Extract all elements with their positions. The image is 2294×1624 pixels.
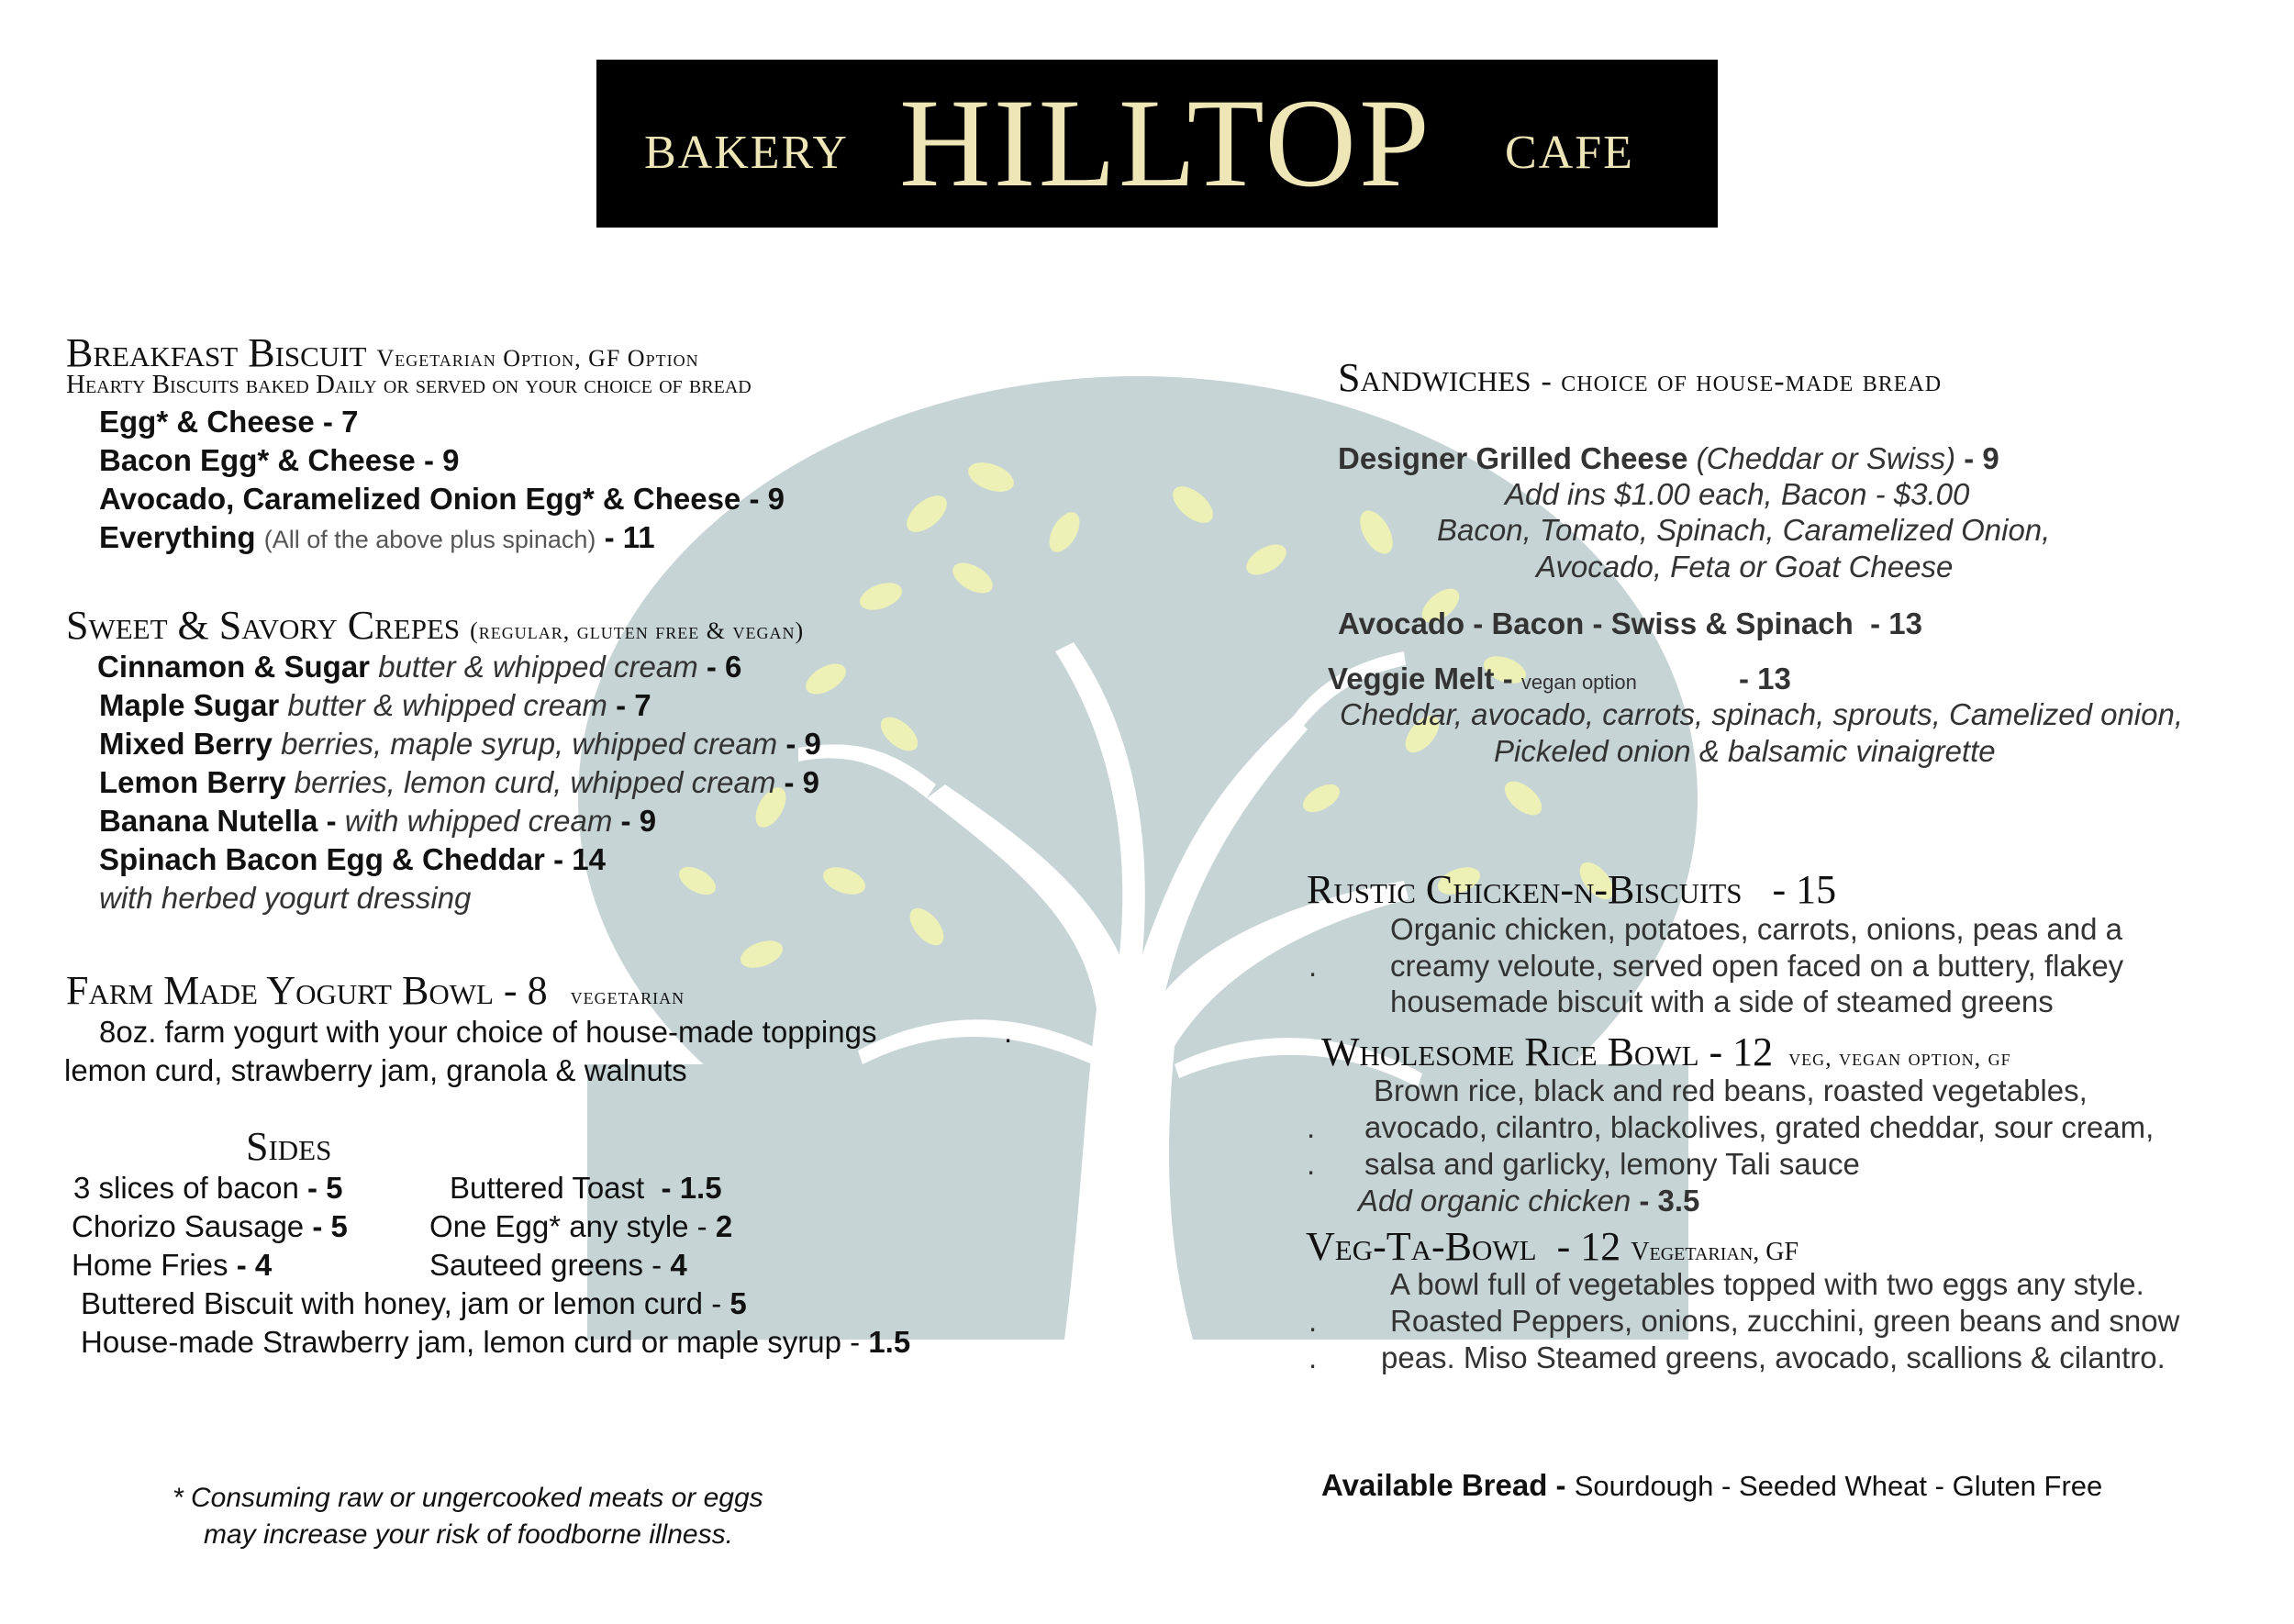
vegta-desc-line: Roasted Peppers, onions, zucchini, green beans and snow: [1390, 1304, 2180, 1338]
menu-item: Maple Sugar butter & whipped cream - 7: [99, 688, 651, 722]
rice-addon: Add organic chicken - 3.5: [1358, 1184, 1700, 1218]
chicken-title: Rustic Chicken-n-Biscuits: [1307, 867, 1743, 912]
crepes-options: (regular, gluten free & vegan): [470, 617, 805, 644]
brand-logo-text: HILLTOP: [899, 72, 1432, 213]
menu-item: Banana Nutella - with whipped cream - 9: [99, 804, 657, 838]
rice-heading: [1321, 1029, 2011, 1074]
menu-item: Spinach Bacon Egg & Cheddar - 14: [99, 842, 606, 876]
sandwiches-heading: [1338, 355, 1943, 400]
rice-price: - 12: [1709, 1029, 1774, 1074]
rice-title: Wholesome Rice Bowl: [1321, 1029, 1699, 1074]
sandwiches-title: Sandwiches: [1338, 355, 1531, 400]
side-item: One Egg* any style - 2: [429, 1209, 733, 1243]
menu-item-desc: Avocado, Feta or Goat Cheese: [1536, 550, 1954, 584]
disclaimer-line-1: * Consuming raw or ungercooked meats or eggs: [173, 1483, 763, 1513]
sandwiches-subtitle: - choice of house-made bread: [1541, 364, 1943, 398]
breakfast-heading: [66, 330, 699, 375]
yogurt-dot: .: [1004, 1015, 1013, 1049]
menu-item: Designer Grilled Cheese (Cheddar or Swiss) - 9: [1338, 441, 1999, 475]
vegta-dot: .: [1308, 1304, 1318, 1338]
menu-item: Veggie Melt - vegan option: [1328, 662, 1637, 695]
rice-dot: .: [1307, 1147, 1316, 1181]
side-item: Home Fries - 4: [72, 1248, 273, 1282]
menu-item: Lemon Berry berries, lemon curd, whipped cream - 9: [99, 765, 819, 799]
menu-item: Avocado - Bacon - Swiss & Spinach - 13: [1338, 606, 1922, 640]
vegta-title: Veg-Ta-Bowl: [1306, 1224, 1537, 1269]
yogurt-price: - 8: [503, 968, 548, 1013]
chicken-desc-line: housemade biscuit with a side of steamed greens: [1390, 984, 2054, 1018]
menu-item-desc: Bacon, Tomato, Spinach, Caramelized Onion,: [1437, 513, 2051, 547]
vegta-tag: Vegetarian, GF: [1631, 1238, 1799, 1266]
crepes-title: Sweet & Savory Crepes: [66, 603, 461, 648]
vegta-price: - 12: [1556, 1224, 1621, 1269]
available-bread: Available Bread - Sourdough - Seeded Wheat - Gluten Free: [1321, 1468, 2103, 1502]
header-banner: [596, 60, 1718, 228]
vegta-desc-line: A bowl full of vegetables topped with two eggs any style.: [1390, 1267, 2144, 1301]
rice-desc-line: avocado, cilantro, blackolives, grated cheddar, sour cream,: [1364, 1110, 2155, 1144]
chicken-desc-line: Organic chicken, potatoes, carrots, onions, peas and a: [1390, 912, 2122, 946]
chicken-heading: [1307, 867, 1837, 912]
vegta-heading: [1306, 1224, 1799, 1269]
vegta-desc-line: peas. Miso Steamed greens, avocado, scallions & cilantro.: [1381, 1340, 2166, 1374]
side-item: Sauteed greens - 4: [429, 1248, 687, 1282]
side-item: 3 slices of bacon - 5: [73, 1171, 343, 1205]
rice-desc-line: salsa and garlicky, lemony Tali sauce: [1364, 1147, 1860, 1181]
rice-dot: .: [1307, 1110, 1316, 1144]
sides-heading: Sides: [246, 1124, 332, 1169]
disclaimer-line-2: may increase your risk of foodborne illness.: [204, 1519, 733, 1550]
menu-item: Mixed Berry berries, maple syrup, whipped cream - 9: [99, 727, 821, 761]
side-item: House-made Strawberry jam, lemon curd or maple syrup - 1.5: [81, 1325, 911, 1359]
breakfast-title: Breakfast Biscuit: [66, 330, 367, 375]
yogurt-desc-line-2: lemon curd, strawberry jam, granola & walnuts: [64, 1053, 687, 1087]
side-item: Chorizo Sausage - 5: [72, 1209, 348, 1243]
menu-item: Cinnamon & Sugar butter & whipped cream - 6: [97, 650, 742, 684]
chicken-desc-line: creamy veloute, served open faced on a buttery, flakey: [1390, 949, 2124, 983]
crepes-heading: [66, 603, 805, 648]
menu-item-desc: Cheddar, avocado, carrots, spinach, sprouts, Camelized onion,: [1340, 697, 2184, 731]
side-item: Buttered Toast - 1.5: [450, 1171, 722, 1205]
menu-item-price: - 13: [1739, 662, 1791, 695]
banner-cafe-word: CAFE: [1505, 127, 1634, 179]
chicken-dot: .: [1308, 949, 1318, 983]
menu-item-desc: Add ins $1.00 each, Bacon - $3.00: [1505, 477, 1970, 511]
menu-item-desc: Pickeled onion & balsamic vinaigrette: [1494, 734, 1996, 768]
menu-item-desc: with herbed yogurt dressing: [99, 881, 472, 915]
yogurt-tag: vegetarian: [570, 983, 685, 1009]
menu-item: Everything (All of the above plus spinach) - 11: [99, 520, 655, 554]
banner-bakery-word: BAKERY: [644, 127, 849, 179]
breakfast-options: Vegetarian Option, GF Option: [376, 345, 699, 372]
vegta-dot: .: [1308, 1340, 1318, 1374]
menu-item: Bacon Egg* & Cheese - 9: [99, 443, 460, 477]
yogurt-title: Farm Made Yogurt Bowl: [66, 968, 494, 1013]
menu-item: Avocado, Caramelized Onion Egg* & Cheese - 9: [99, 482, 785, 516]
rice-desc-line: Brown rice, black and red beans, roasted vegetables,: [1374, 1073, 2088, 1107]
breakfast-subtitle: Hearty Biscuits baked Daily or served on your choice of bread: [66, 370, 752, 399]
side-item: Buttered Biscuit with honey, jam or lemon curd - 5: [81, 1286, 747, 1320]
rice-tag: veg, vegan option, gf: [1788, 1044, 2011, 1071]
yogurt-heading: [66, 968, 685, 1013]
menu-item: Egg* & Cheese - 7: [99, 405, 359, 439]
chicken-price: - 15: [1772, 867, 1837, 912]
yogurt-desc-line-1: 8oz. farm yogurt with your choice of house-made toppings: [99, 1015, 877, 1049]
